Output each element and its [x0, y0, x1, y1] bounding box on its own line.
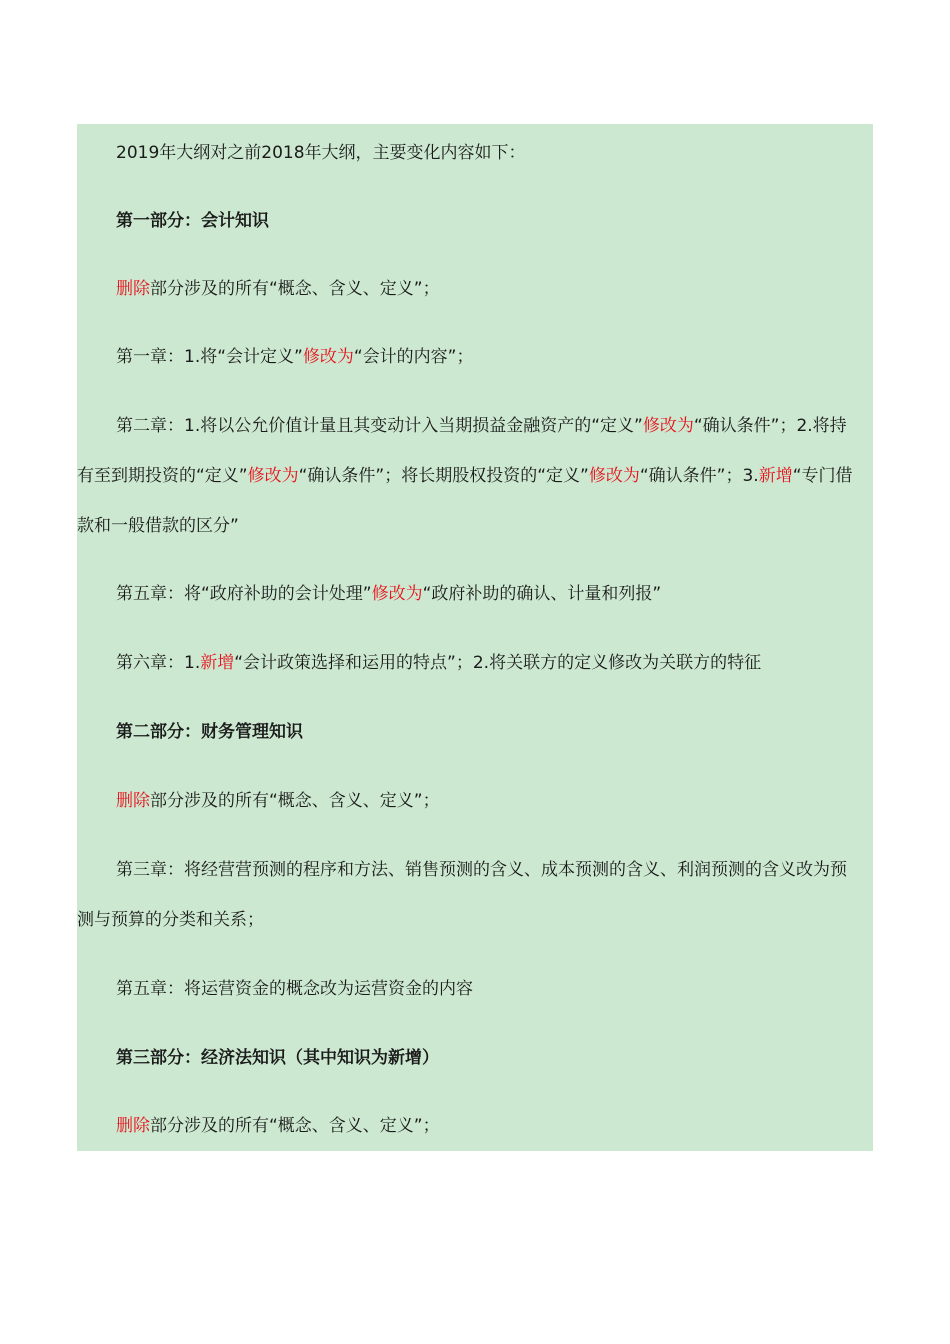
part2-heading: 第二部分：财务管理知识 — [116, 722, 303, 742]
delete-keyword: 删除 — [116, 791, 150, 811]
part3-heading: 第三部分：经济法知识（其中知识为新增） — [116, 1048, 439, 1068]
part2-chapter3: 第三章：将经营营预测的程序和方法、销售预测的含义、成本预测的含义、利润预测的含义改为预测与预算的分类和关系； — [77, 860, 847, 930]
part1-chapter5: 第五章：将“政府补助的会计处理”修改为“政府补助的确认、计量和列报” — [116, 584, 662, 604]
part3-delete-line: 删除部分涉及的所有“概念、含义、定义”； — [116, 1116, 440, 1136]
modify-keyword: 修改为 — [302, 347, 354, 367]
delete-keyword: 删除 — [116, 1116, 150, 1136]
content-panel — [77, 124, 873, 1151]
modify-keyword: 修改为 — [247, 466, 299, 486]
part2-delete-line: 删除部分涉及的所有“概念、含义、定义”； — [116, 791, 440, 811]
part1-chapter1: 第一章：1.将“会计定义”修改为“会计的内容”； — [116, 347, 474, 367]
intro-text: 2019年大纲对之前2018年大纲，主要变化内容如下： — [116, 143, 526, 163]
modify-keyword: 修改为 — [642, 416, 694, 436]
part1-heading: 第一部分：会计知识 — [116, 211, 269, 231]
modify-keyword: 修改为 — [588, 466, 640, 486]
modify-keyword: 修改为 — [371, 584, 423, 604]
part1-chapter2: 第二章：1.将以公允价值计量且其变动计入当期损益金融资产的“定义”修改为“确认条件”；2.将持有至到期投资的“定义”修改为“确认条件”；将长期股权投资的“定义”修改为“确认条件”；3.新增“专门借款和一般借款的区分” — [77, 416, 853, 536]
part1-delete-line: 删除部分涉及的所有“概念、含义、定义”； — [116, 279, 440, 299]
part2-chapter5: 第五章：将运营资金的概念改为运营资金的内容 — [116, 979, 473, 999]
part1-chapter6: 第六章：1.新增“会计政策选择和运用的特点”；2.将关联方的定义修改为关联方的特征 — [116, 653, 762, 673]
add-keyword: 新增 — [758, 466, 793, 486]
add-keyword: 新增 — [200, 653, 235, 673]
delete-keyword: 删除 — [116, 279, 150, 299]
